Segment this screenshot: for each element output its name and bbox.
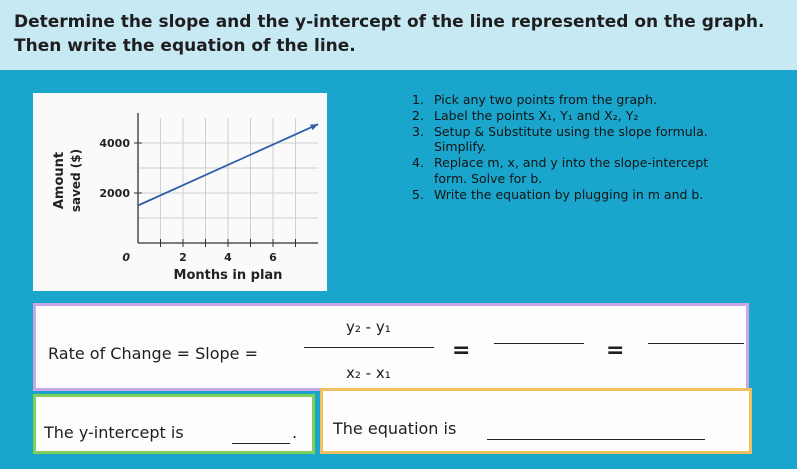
step-item — [412, 92, 792, 108]
x-tick-label: 2 — [179, 251, 187, 264]
step-number: 1. — [412, 92, 424, 107]
equation-blank[interactable] — [487, 439, 705, 440]
step-text: Write the equation by plugging in m and b. — [434, 186, 704, 202]
step-text: Pick any two points from the graph. — [434, 92, 657, 107]
slope-denominator: x₂ - x₁ — [346, 364, 391, 382]
steps-list — [412, 92, 792, 203]
slope-label: Rate of Change = Slope = — [48, 344, 258, 363]
y-tick-label: 4000 — [99, 137, 130, 150]
y-axis-label-line-2: saved ($) — [69, 148, 83, 213]
y-intercept-period: . — [292, 423, 298, 442]
instructions-line-1: Determine the slope and the y-intercept of the line represented on the graph. — [14, 12, 765, 32]
y-intercept-box — [33, 394, 315, 454]
y-intercept-label: The y-intercept is — [44, 423, 184, 442]
fraction-bar — [304, 347, 434, 348]
step-number: 2. — [412, 107, 424, 123]
instructions-header — [0, 0, 797, 70]
step-item — [412, 124, 792, 156]
step-text: Setup & Substitute using the slope formula. Simplify. — [434, 123, 708, 155]
graph-card — [33, 93, 327, 291]
step-item — [412, 108, 792, 124]
x-tick-label: 4 — [224, 251, 232, 264]
answer-blank-1[interactable] — [494, 343, 584, 344]
equation-box — [320, 388, 752, 454]
savings-chart — [33, 93, 327, 291]
origin-label: 0 — [122, 251, 130, 264]
x-tick-label: 6 — [269, 251, 277, 264]
y-axis-label-line-1: Amount — [52, 151, 67, 210]
x-axis-label: Months in plan — [173, 268, 283, 283]
answer-blank-2[interactable] — [648, 343, 744, 344]
step-number: 3. — [412, 123, 424, 139]
instructions-line-2: Then write the equation of the line. — [14, 36, 356, 56]
step-text: Label the points X₁, Y₁ and X₂, Y₂ — [434, 107, 639, 123]
step-text: Replace m, x, and y into the slope-intercept form. Solve for b. — [434, 155, 709, 186]
step-number: 5. — [412, 186, 424, 202]
equals-sign-1: = — [452, 338, 471, 363]
step-item — [412, 187, 792, 203]
step-number: 4. — [412, 155, 424, 171]
equation-label: The equation is — [333, 419, 457, 438]
step-item — [412, 155, 792, 187]
y-tick-label: 2000 — [99, 187, 130, 200]
equals-sign-2: = — [606, 338, 625, 363]
y-intercept-blank[interactable] — [232, 443, 290, 444]
slope-numerator: y₂ - y₁ — [346, 318, 391, 336]
slope-formula-box — [33, 303, 749, 391]
